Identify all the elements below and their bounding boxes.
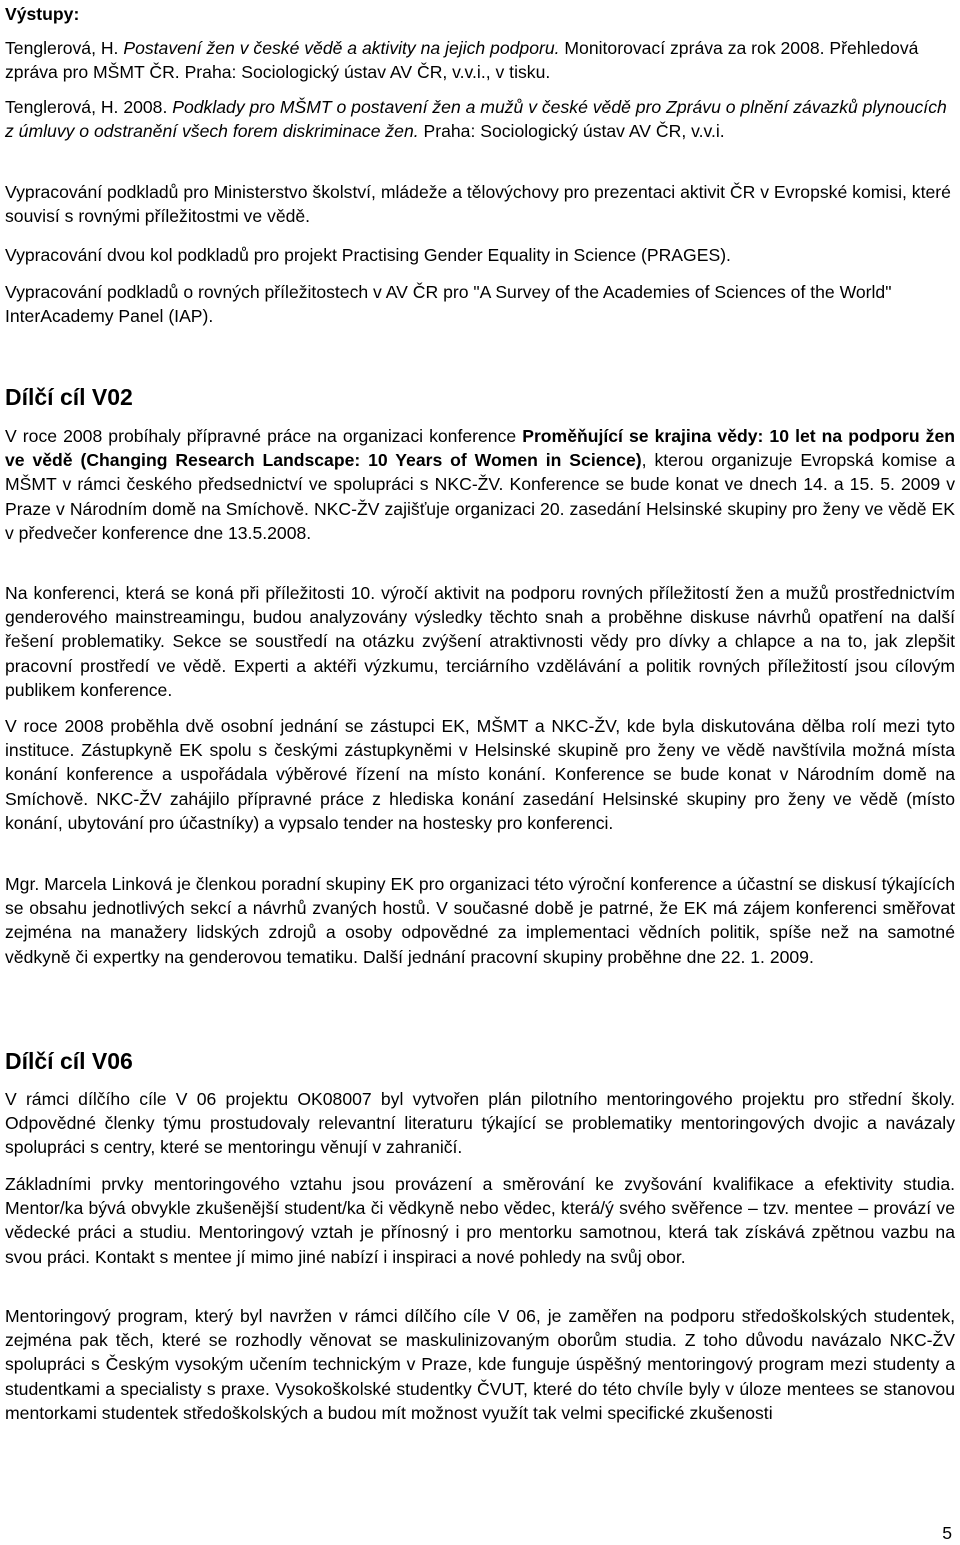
output-rest: Praha: Sociologický ústav AV ČR, v.v.i. — [418, 121, 725, 142]
v02-paragraph-3: V roce 2008 proběhla dvě osobní jednání se zástupci EK, MŠMT a NKC-ŽV, kde byla diskutována dělba rolí mezi tyto instituce. Zástupkyně EK spolu s českými zástupkyněmi v Helsinské skupině pro ženy ve vědě navštívila možná místa konání konference a uspořádala výběrové řízení na místo konání. Konference se bude konat v Národním domě na Smíchově. NKC-ŽV zahájilo přípravné práce z hlediska konání zasedání Helsinské skupiny pro ženy ve vědě (místo konání, ubytování pro účastníky) a vypsalo tender na hostesky pro konferenci. — [5, 716, 955, 833]
section-heading-v06: Dílčí cíl V06 — [5, 1048, 133, 1074]
output-item-4: Vypracování dvou kol podkladů pro projekt Practising Gender Equality in Science (PRAGES). — [5, 245, 731, 265]
v02-p1-start: V roce 2008 probíhaly přípravné práce na organizaci konference — [5, 426, 523, 446]
output-item-1 — [5, 36, 955, 84]
outputs-heading: Výstupy: — [5, 4, 80, 24]
conference-title: Proměňující se krajina vědy: 10 let na podporu žen ve vědě (Changing Research Landscape: 10 Years of Women in Science) — [5, 426, 955, 471]
output-item-3: Vypracování podkladů pro Ministerstvo školství, mládeže a tělovýchovy pro prezentaci aktivit ČR v Evropské komisi, které souvisí s rovnými příležitostmi ve vědě. — [5, 182, 951, 227]
output-author: Tenglerová, H. — [5, 38, 124, 58]
v02-paragraph-2: Na konferenci, která se koná při příležitosti 10. výročí aktivit na podporu rovných příležitostí žen a mužů prostřednictvím genderového mainstreamingu, budou analyzovány výsledky těchto snah a proběhne diskuse návrhů opatření na další řešení problematiky. Sekce se soustředí na otázku zvýšení atraktivnosti vědy pro dívky a chlapce a na to, jak zlepšit pracovní prostředí ve vědě. Experti a aktéři výzkumu, terciárního vzdělávání a politik rovných příležitostí jsou cílovým publikem konference. — [5, 583, 955, 700]
v06-paragraph-2: Základními prvky mentoringového vztahu jsou provázení a směrování ke zvyšování kvalifikace a efektivity studia. Mentor/ka bývá obvykle zkušenější student/ka či vědkyně nebo vědec, která/ý svého svěřence – tzv. mentee – provází ve vědecké práci a studiu. Mentoringový vztah je přínosný i pro mentorku samotnou, která tak získává zpětnou vazbu na svou práci. Kontakt s mentee jí mimo jiné nabízí i inspiraci a nové pohledy na svůj obor. — [5, 1174, 955, 1267]
output-item-2 — [5, 95, 955, 143]
output-title: Podklady pro MŠMT o postavení žen a mužů v české vědě pro Zprávu o plnění závazků plynoucích z úmluvy o odstranění všech forem diskriminace žen. — [5, 97, 947, 142]
v06-paragraph-3: Mentoringový program, který byl navržen v rámci dílčího cíle V 06, je zaměřen na podporu středoškolských studentek, zejména pak těch, které se rozhodly věnovat se maskulinizovaným oborům studia. Z toho důvodu navázalo NKC-ŽV spolupráci s Českým vysokým učením technickým v Praze, kde funguje úspěšný mentoringový program mezi studenty a studentkami a specialisty s praxe. Vysokoškolské studentky ČVUT, které do této chvíle byly v úloze mentees se stanovou mentorkami studentek středoškolských a budou mít možnost využít tak velmi specifické zkušenosti — [5, 1306, 955, 1423]
section-heading-v02: Dílčí cíl V02 — [5, 384, 133, 410]
v02-p1-end: , kterou organizuje Evropská komise a MŠMT v rámci českého předsednictví ve spolupráci s NKC-ŽV. Konference se bude konat ve dnech 14. a 15. 5. 2009 v Praze v Národním domě na Smíchově. NKC-ŽV zajišťuje organizaci 20. zasedání Helsinské skupiny pro ženy ve vědě EK v předvečer konference dne 13.5.2008. — [5, 450, 955, 543]
output-rest: Monitorovací zpráva za rok 2008. Přehledová zpráva pro MŠMT ČR. Praha: Sociologický ústav AV ČR, v.v.i., v tisku. — [5, 38, 919, 83]
page-number: 5 — [942, 1523, 952, 1543]
v02-paragraph-4: Mgr. Marcela Linková je členkou poradní skupiny EK pro organizaci této výroční konference a účastní se diskusí týkajících se obsahu jednotlivých sekcí a návrhů zvaných hostů. V současné době je patrné, že EK má zájem konferenci směřovat zejména na manažery lidských zdrojů a osoby odpovědné za implementaci vědních politik, spíše než na samotné vědkyně či expertky na genderovou tematiku. Další jednání pracovní skupiny proběhne dne 22. 1. 2009. — [5, 874, 955, 967]
output-item-5: Vypracování podkladů o rovných příležitostech v AV ČR pro "A Survey of the Academies of Sciences of the World" InterAcademy Panel (IAP). — [5, 282, 892, 327]
v02-paragraph-1 — [5, 424, 955, 545]
v06-paragraph-1: V rámci dílčího cíle V 06 projektu OK08007 byl vytvořen plán pilotního mentoringového projektu pro střední školy. Odpovědné členky týmu prostudovaly relevantní literaturu týkající se problematiky mentoringových dvojic a navázaly spolupráci s centry, které se mentoringu věnují v zahraničí. — [5, 1089, 955, 1158]
output-title: Postavení žen v české vědě a aktivity na jejich podporu. — [123, 38, 560, 58]
output-author: Tenglerová, H. 2008. — [5, 97, 173, 117]
